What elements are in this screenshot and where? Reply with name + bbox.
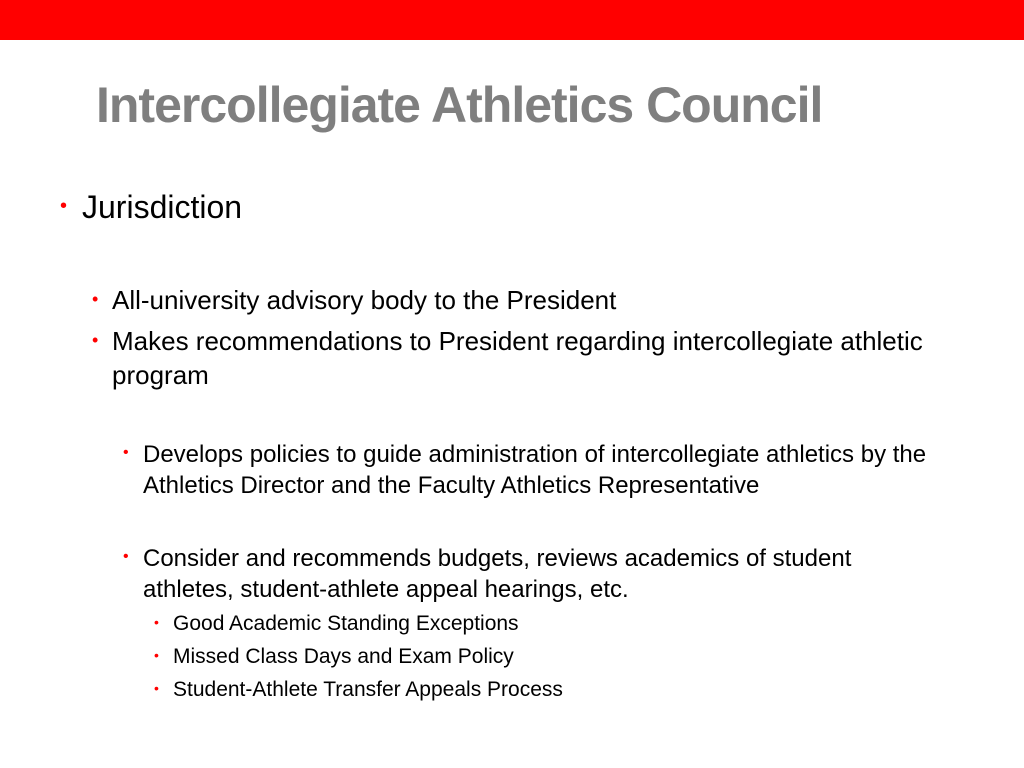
bullet-jurisdiction <box>60 188 242 226</box>
bullet-dot-icon: • <box>92 289 99 309</box>
bullet-text: Good Academic Standing Exceptions <box>173 612 519 635</box>
bullet-dot-icon: • <box>154 680 159 696</box>
bullet-advisory-body <box>92 283 932 317</box>
bullet-dot-icon: • <box>154 614 159 630</box>
sub-bullet-transfer-appeals <box>154 676 563 703</box>
bullet-text: Makes recommendations to President regarding intercollegiate athletic program <box>112 326 923 390</box>
bullet-text: Student-Athlete Transfer Appeals Process <box>173 678 563 701</box>
bullet-recommendations <box>92 324 932 392</box>
sub-bullet-missed-class <box>154 643 514 670</box>
bullet-dot-icon: • <box>154 647 159 663</box>
bullet-dot-icon: • <box>123 444 129 461</box>
bullet-text: Missed Class Days and Exam Policy <box>173 645 514 668</box>
sub-bullet-academic-standing <box>154 610 519 637</box>
bullet-text: Jurisdiction <box>82 189 243 225</box>
bullet-text: Consider and recommends budgets, reviews academics of student athletes, student-athlete appeal hearings, etc. <box>143 545 852 603</box>
bullet-dot-icon: • <box>92 330 99 350</box>
slide-title: Intercollegiate Athletics Council <box>96 77 823 133</box>
bullet-policies <box>123 439 943 501</box>
bullet-dot-icon: • <box>123 548 129 565</box>
bullet-budgets <box>123 543 943 605</box>
bullet-text: Develops policies to guide administration of intercollegiate athletics by the Athletics Director and the Faculty Athletics Representative <box>143 441 927 499</box>
bullet-dot-icon: • <box>60 195 68 217</box>
top-accent-bar <box>0 0 1024 40</box>
bullet-text: All-university advisory body to the President <box>112 285 617 315</box>
